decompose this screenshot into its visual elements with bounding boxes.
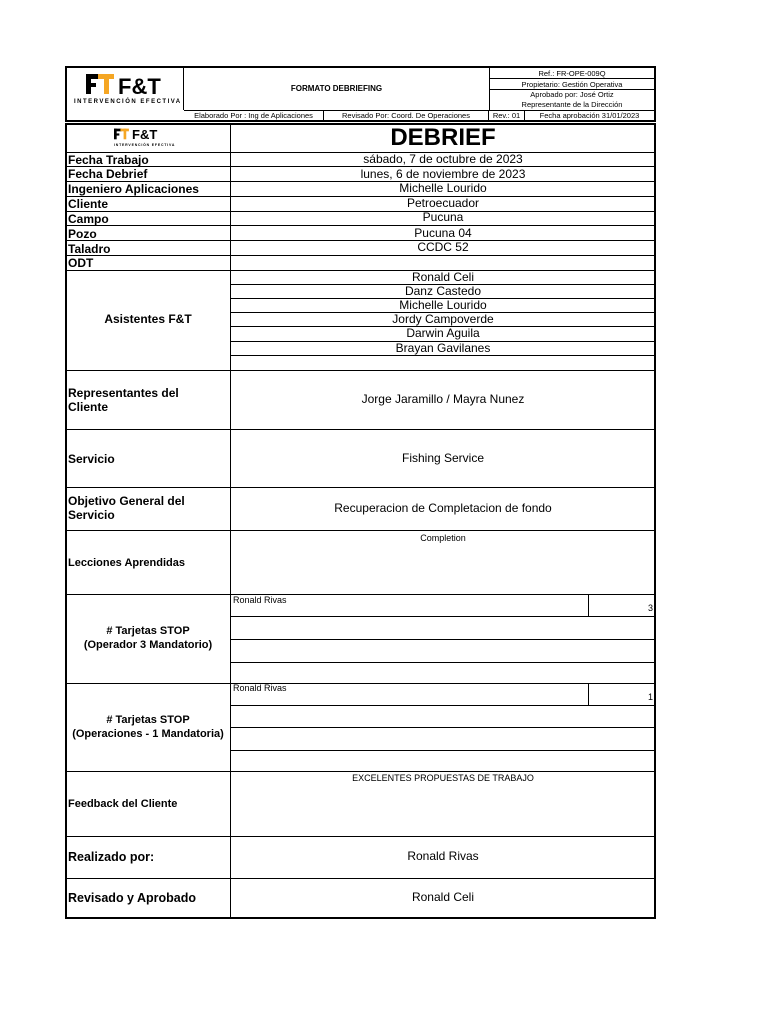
lecciones-value: Completion: [420, 533, 466, 543]
field-value: sábado, 7 de octubre de 2023: [363, 152, 523, 166]
field-label: Campo: [68, 212, 109, 226]
field-value: Pucuna: [422, 210, 464, 224]
form-title: FORMATO DEBRIEFING: [290, 84, 383, 93]
feedback-label: Feedback del Cliente: [68, 798, 178, 810]
list-item: Brayan Gavilanes: [395, 341, 491, 355]
field-label: Fecha Debrief: [68, 167, 148, 181]
stop-operador-label-line2: (Operador 3 Mandatorio): [83, 639, 213, 651]
representantes-label-line1: Representantes del: [68, 386, 179, 400]
objetivo-label-line2: Servicio: [68, 508, 115, 522]
elaborated-by: Elaborado Por : Ing de Aplicaciones: [184, 111, 324, 121]
stop-operaciones-name: Ronald Rivas: [233, 683, 287, 693]
ref-code: Ref.: FR-OPE-009Q: [490, 69, 654, 79]
reviewed-by: Revisado Por: Coord. De Operaciones: [324, 111, 489, 121]
field-value: Pucuna 04: [414, 226, 472, 240]
revisado-label: Revisado y Aprobado: [68, 891, 197, 905]
representantes-label-line2: Cliente: [68, 400, 109, 414]
body-logo-brand: F&T: [132, 127, 158, 142]
field-value: CCDC 52: [417, 240, 469, 254]
owner: Propietario: Gestión Operativa: [490, 80, 654, 90]
stop-operaciones-label-line2: (Operaciones - 1 Mandatoria): [72, 728, 224, 740]
representantes-value: Jorge Jaramillo / Mayra Nunez: [361, 392, 525, 406]
stop-operaciones-label-line1: # Tarjetas STOP: [106, 714, 190, 726]
approval-date: Fecha aprobación 31/01/2023: [539, 111, 640, 120]
field-label: Cliente: [68, 197, 109, 211]
representative: Representante de la Dirección: [521, 100, 623, 109]
stop-operador-label-line1: # Tarjetas STOP: [106, 625, 190, 637]
stop-operaciones-count: 1: [647, 692, 653, 702]
objetivo-label-line1: Objetivo General del: [68, 494, 185, 508]
logo-mark-icon: [86, 72, 116, 98]
field-label: Fecha Trabajo: [68, 153, 149, 167]
list-item: Darwin Aguila: [406, 326, 480, 340]
stop-operador-count: 3: [647, 603, 653, 613]
stop-operaciones-label: [66, 713, 230, 741]
header-logo: [70, 70, 182, 110]
servicio-label: Servicio: [68, 452, 115, 466]
logo-mark-small-icon: [114, 127, 130, 142]
field-label: Pozo: [68, 227, 97, 241]
list-item: Ronald Celi: [411, 270, 475, 284]
list-item: Michelle Lourido: [399, 298, 487, 312]
objetivo-value: Recuperacion de Completacion de fondo: [334, 501, 552, 515]
lecciones-label: Lecciones Aprendidas: [68, 557, 185, 569]
approved-by: Aprobado por: José Ortiz: [530, 90, 614, 99]
realizado-value: Ronald Rivas: [407, 849, 479, 863]
field-value: lunes, 6 de noviembre de 2023: [360, 167, 526, 181]
list-item: Jordy Campoverde: [392, 312, 494, 326]
logo-brand: F&T: [118, 74, 161, 99]
page-title: DEBRIEF: [390, 124, 496, 151]
realizado-label: Realizado por:: [68, 850, 155, 864]
revision: Rev.: 01: [489, 111, 525, 121]
field-label: ODT: [68, 256, 94, 270]
objetivo-label: [68, 494, 228, 522]
body-logo-tagline: INTERVENCIÓN EFECTIVA: [114, 143, 176, 147]
representantes-label: [68, 386, 228, 414]
list-item: Danz Castedo: [404, 284, 482, 298]
servicio-value: Fishing Service: [401, 451, 485, 465]
field-value: Michelle Lourido: [399, 181, 487, 195]
stop-operador-name: Ronald Rivas: [233, 595, 287, 605]
revisado-value: Ronald Celi: [411, 890, 475, 904]
stop-operador-label: [66, 624, 230, 652]
body-logo: [110, 126, 190, 150]
field-value: Petroecuador: [406, 196, 480, 210]
field-label: Ingeniero Aplicaciones: [68, 182, 199, 196]
asistentes-label: Asistentes F&T: [104, 312, 192, 326]
feedback-value: EXCELENTES PROPUESTAS DE TRABAJO: [352, 773, 534, 783]
field-label: Taladro: [68, 242, 111, 256]
logo-tagline: INTERVENCIÓN EFECTIVA: [74, 99, 182, 105]
